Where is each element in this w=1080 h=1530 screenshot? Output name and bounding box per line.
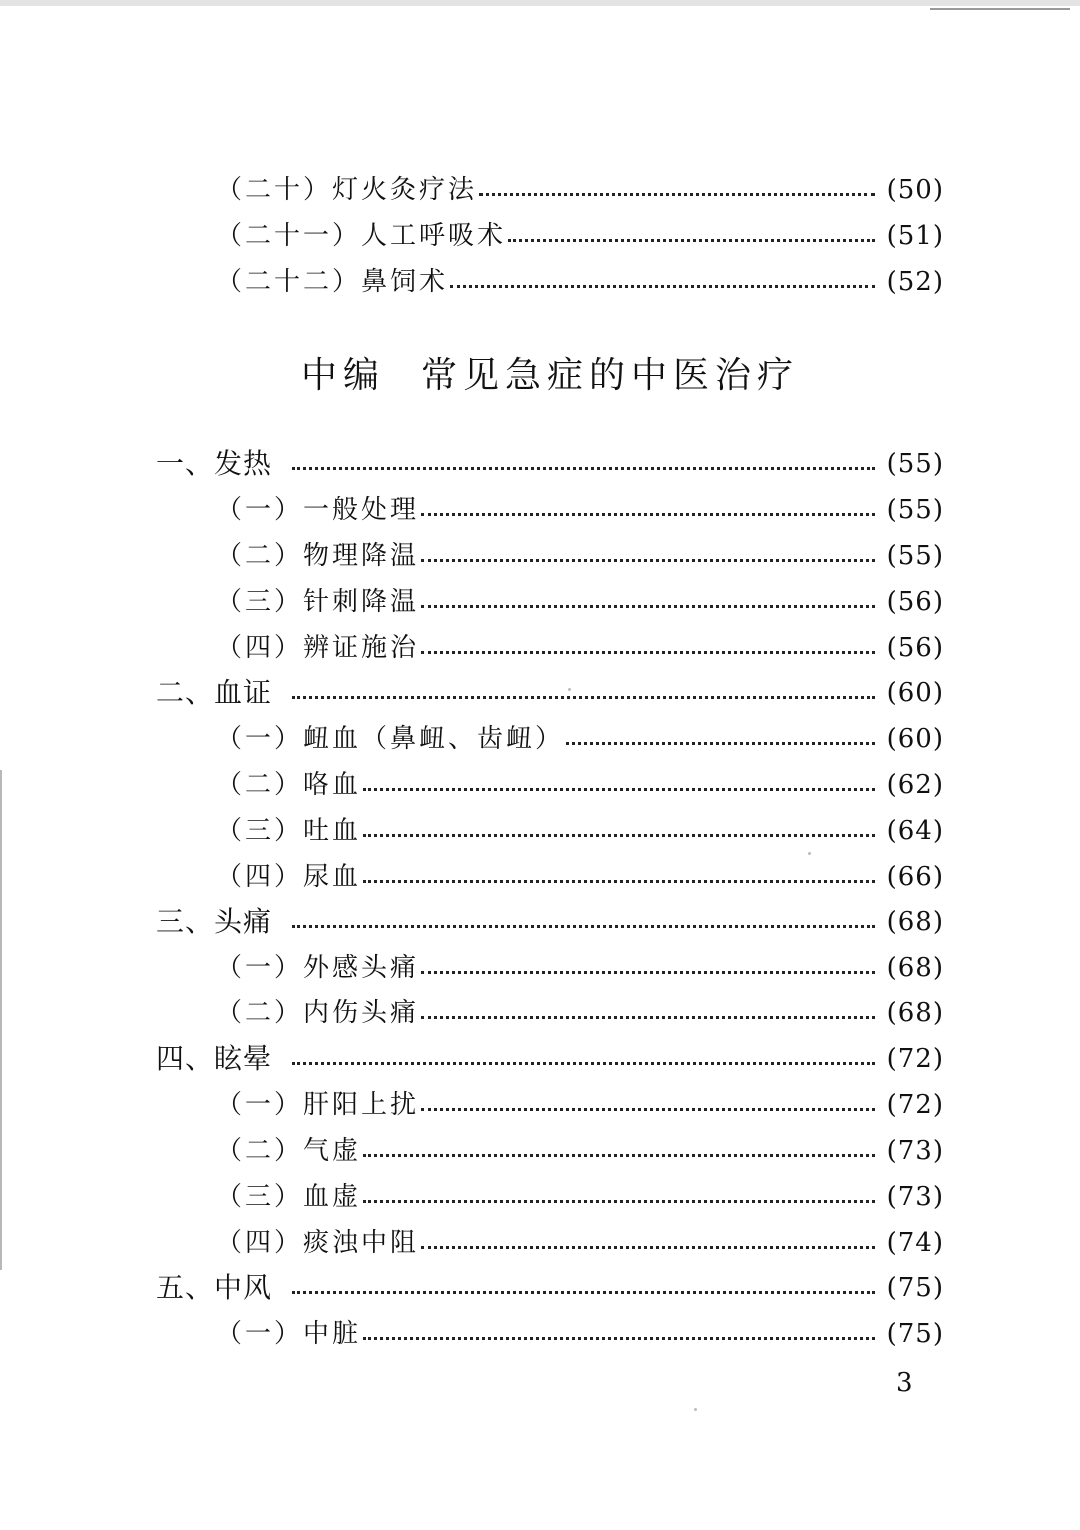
toc-entry-label: （二十一）人工呼吸术 bbox=[216, 221, 507, 251]
dot-leader bbox=[421, 559, 875, 562]
toc-entry[interactable] bbox=[216, 995, 944, 1031]
toc-chapter[interactable] bbox=[156, 1041, 944, 1077]
toc-entry[interactable] bbox=[216, 950, 944, 986]
toc-entry[interactable] bbox=[216, 859, 944, 895]
toc-entry-page: (55) bbox=[886, 495, 944, 525]
toc-entry[interactable] bbox=[216, 1133, 944, 1169]
dot-leader bbox=[566, 742, 875, 745]
toc-entry-label: （一）衄血（鼻衄、齿衄） bbox=[216, 724, 565, 754]
dot-leader bbox=[421, 651, 875, 654]
toc-entry[interactable] bbox=[216, 1087, 944, 1123]
dot-leader bbox=[421, 513, 875, 516]
toc-entry-label: （二）物理降温 bbox=[216, 541, 420, 571]
toc-chapter-page: (75) bbox=[886, 1273, 944, 1303]
toc-entry-page: (68) bbox=[886, 953, 944, 983]
scan-speck bbox=[808, 852, 811, 855]
toc-entry-page: (66) bbox=[886, 862, 944, 892]
toc-entry[interactable] bbox=[216, 813, 944, 849]
dot-leader bbox=[421, 971, 875, 974]
toc-entry-label: （四）尿血 bbox=[216, 862, 362, 892]
dot-leader bbox=[363, 788, 875, 791]
toc-entry[interactable] bbox=[216, 218, 944, 254]
toc-entry[interactable] bbox=[216, 1179, 944, 1215]
toc-entry[interactable] bbox=[216, 1225, 944, 1261]
toc-entry-page: (74) bbox=[886, 1228, 944, 1258]
toc-entry-page: (60) bbox=[886, 724, 944, 754]
toc-entry-label: （三）吐血 bbox=[216, 816, 362, 846]
section-name: 常见急症的中医治疗 bbox=[421, 355, 800, 396]
toc-entry-page: (51) bbox=[886, 221, 944, 251]
toc-entry-page: (62) bbox=[886, 770, 944, 800]
toc-chapter-page: (72) bbox=[886, 1044, 944, 1074]
dot-leader bbox=[292, 925, 875, 928]
dot-leader bbox=[292, 467, 875, 470]
toc-entry[interactable] bbox=[216, 767, 944, 803]
page-number: 3 bbox=[896, 1368, 913, 1398]
toc-chapter[interactable] bbox=[156, 1270, 944, 1306]
toc-entry-page: (73) bbox=[886, 1182, 944, 1212]
toc-entry-label: （四）痰浊中阻 bbox=[216, 1228, 420, 1258]
toc-chapter[interactable] bbox=[156, 904, 944, 940]
toc-chapter-page: (68) bbox=[886, 907, 944, 937]
toc-entry[interactable] bbox=[216, 172, 944, 208]
dot-leader bbox=[450, 285, 875, 288]
toc-entry-page: (72) bbox=[886, 1090, 944, 1120]
toc-chapter-page: (55) bbox=[886, 449, 944, 479]
section-title bbox=[0, 350, 1080, 402]
dot-leader bbox=[421, 1246, 875, 1249]
toc-entry-label: （二十二）鼻饲术 bbox=[216, 267, 449, 297]
toc-entry-page: (55) bbox=[886, 541, 944, 571]
dot-leader bbox=[363, 1200, 875, 1203]
dot-leader bbox=[292, 1291, 875, 1294]
toc-entry[interactable] bbox=[216, 584, 944, 620]
toc-entry-label: （三）针刺降温 bbox=[216, 587, 420, 617]
toc-chapter-label: 二、血证 bbox=[156, 676, 273, 709]
toc-entry-page: (56) bbox=[886, 587, 944, 617]
dot-leader bbox=[421, 1016, 875, 1019]
toc-entry-label: （二）气虚 bbox=[216, 1136, 362, 1166]
dot-leader bbox=[363, 1154, 875, 1157]
toc-entry[interactable] bbox=[216, 630, 944, 666]
scan-border bbox=[0, 0, 1080, 6]
dot-leader bbox=[421, 1108, 875, 1111]
toc-entry-page: (56) bbox=[886, 633, 944, 663]
toc-entry-page: (68) bbox=[886, 998, 944, 1028]
dot-leader bbox=[292, 1062, 875, 1065]
section-part: 中编 bbox=[300, 355, 385, 396]
toc-entry[interactable] bbox=[216, 1316, 944, 1352]
toc-entry-page: (64) bbox=[886, 816, 944, 846]
dot-leader bbox=[363, 1337, 875, 1340]
dot-leader bbox=[292, 696, 875, 699]
toc-entry[interactable] bbox=[216, 492, 944, 528]
toc-entry-label: （四）辨证施治 bbox=[216, 633, 420, 663]
dot-leader bbox=[421, 605, 875, 608]
toc-entry[interactable] bbox=[216, 538, 944, 574]
dot-leader bbox=[479, 193, 875, 196]
toc-entry[interactable] bbox=[216, 264, 944, 300]
dot-leader bbox=[363, 834, 875, 837]
toc-entry-page: (50) bbox=[886, 175, 944, 205]
toc-chapter-label: 五、中风 bbox=[156, 1271, 273, 1304]
toc-chapter-label: 三、头痛 bbox=[156, 905, 273, 938]
toc-entry-label: （三）血虚 bbox=[216, 1182, 362, 1212]
scan-mark bbox=[0, 770, 2, 1270]
toc-entry-page: (52) bbox=[886, 267, 944, 297]
toc-entry-label: （二）咯血 bbox=[216, 770, 362, 800]
toc-entry[interactable] bbox=[216, 721, 944, 757]
toc-entry-label: （一）中脏 bbox=[216, 1319, 362, 1349]
dot-leader bbox=[363, 880, 875, 883]
toc-chapter-label: 四、眩晕 bbox=[156, 1042, 273, 1075]
toc-entry-page: (75) bbox=[886, 1319, 944, 1349]
scan-mark bbox=[930, 8, 1070, 10]
toc-entry-label: （一）一般处理 bbox=[216, 495, 420, 525]
toc-chapter-label: 一、发热 bbox=[156, 447, 273, 480]
toc-entry-label: （一）外感头痛 bbox=[216, 953, 420, 983]
toc-entry-label: （二）内伤头痛 bbox=[216, 998, 420, 1028]
toc-chapter[interactable] bbox=[156, 446, 944, 482]
toc-entry-label: （二十）灯火灸疗法 bbox=[216, 175, 478, 205]
toc-entry-label: （一）肝阳上扰 bbox=[216, 1090, 420, 1120]
dot-leader bbox=[508, 239, 875, 242]
toc-chapter-page: (60) bbox=[886, 678, 944, 708]
scan-speck bbox=[694, 1408, 697, 1411]
toc-chapter[interactable] bbox=[156, 675, 944, 711]
toc-entry-page: (73) bbox=[886, 1136, 944, 1166]
